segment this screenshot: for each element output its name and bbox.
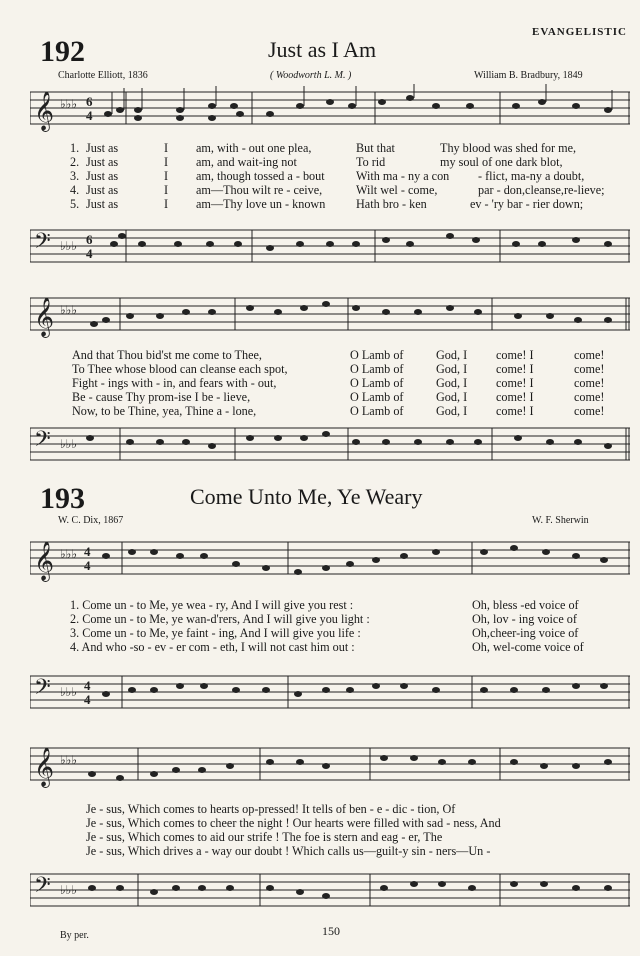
refrain-text: O Lamb of xyxy=(350,348,404,362)
verse-number: 2. xyxy=(70,155,80,169)
lyric-text: And that Thou bid'st me come to Thee, xyxy=(72,348,262,362)
svg-text:6: 6 xyxy=(86,94,93,109)
refrain-text: come! I xyxy=(496,362,534,376)
svg-text:♭♭♭: ♭♭♭ xyxy=(60,303,77,317)
lyric-text: Je - sus, Which comes to hearts op-pressed! It tells of ben - e - dic - tion, Of xyxy=(86,802,456,816)
hymn-author: W. C. Dix, 1867 xyxy=(58,515,124,526)
lyric-text: my soul of one dark blot, xyxy=(440,155,563,169)
hymn-composer: W. F. Sherwin xyxy=(532,515,589,526)
verse-number: 5. xyxy=(70,197,80,211)
refrain-text: come! xyxy=(574,362,605,376)
lyric-text: Now, to be Thine, yea, Thine a - lone, xyxy=(72,404,257,418)
hymn-number: 192 xyxy=(40,35,85,68)
lyric-text: Thy blood was shed for me, xyxy=(440,141,577,155)
lyric-text: - flict, ma-ny a doubt, xyxy=(478,169,585,183)
lyric-text: ev - 'ry bar - rier down; xyxy=(470,197,584,211)
svg-text:♭♭♭: ♭♭♭ xyxy=(60,753,77,767)
lyric-text: Just as xyxy=(86,197,119,211)
svg-text:𝄞: 𝄞 xyxy=(34,93,55,130)
lyric-text: But that xyxy=(356,141,395,155)
lyric-text: Oh, bless -ed voice of xyxy=(472,598,579,612)
lyric-text: I xyxy=(164,183,169,197)
lyric-text: Wilt wel - come, xyxy=(356,183,438,197)
refrain-text: O Lamb of xyxy=(350,404,404,418)
hymn-title: Just as I Am xyxy=(268,37,377,62)
svg-text:6: 6 xyxy=(86,232,93,247)
verse-number: 3. xyxy=(70,169,80,183)
refrain-text: come! I xyxy=(496,404,534,418)
hymn-author: Charlotte Elliott, 1836 xyxy=(58,70,148,81)
hymn-composer: William B. Bradbury, 1849 xyxy=(474,70,583,81)
svg-text:𝄢: 𝄢 xyxy=(34,675,51,704)
lyric-text: Just as xyxy=(86,183,119,197)
svg-text:4: 4 xyxy=(84,544,91,559)
lyric-text: Je - sus, Which comes to cheer the night ! Our hearts were filled with sad - ness, And xyxy=(86,816,501,830)
lyric-text: Just as xyxy=(86,155,119,169)
refrain-text: God, I xyxy=(436,376,468,390)
lyric-text: Just as xyxy=(86,169,119,183)
refrain-text: God, I xyxy=(436,390,468,404)
svg-text:𝄢: 𝄢 xyxy=(34,873,51,902)
refrain-text: come! I xyxy=(496,348,534,362)
lyric-text: 2. Come un - to Me, ye wan-d'rers, And I will give you light : xyxy=(70,612,370,626)
svg-text:♭♭♭: ♭♭♭ xyxy=(60,685,77,699)
refrain-text: O Lamb of xyxy=(350,376,404,390)
lyric-text: Je - sus, Which drives a - way our doubt ! Which calls us—guilt-y sin - ners—Un - xyxy=(86,844,491,858)
music-staff-bass xyxy=(30,222,630,278)
hymn-tune: ( Woodworth L. M. ) xyxy=(270,70,352,81)
page-number: 150 xyxy=(322,924,340,938)
lyric-text: am, and wait-ing not xyxy=(196,155,297,169)
refrain-text: come! xyxy=(574,390,605,404)
refrain-text: God, I xyxy=(436,348,468,362)
svg-text:♭♭♭: ♭♭♭ xyxy=(60,97,77,111)
refrain-text: God, I xyxy=(436,362,468,376)
music-staff-bass xyxy=(30,866,630,922)
music-staff-treble xyxy=(30,84,630,140)
refrain-text: come! xyxy=(574,348,605,362)
lyric-text: am—Thou wilt re - ceive, xyxy=(196,183,323,197)
music-staff-treble xyxy=(30,290,630,346)
svg-text:♭♭♭: ♭♭♭ xyxy=(60,239,77,253)
lyric-text: Je - sus, Which comes to aid our strife ! The foe is stern and eag - er, The xyxy=(86,830,443,844)
verse-number: 1. xyxy=(70,141,80,155)
lyric-text: I xyxy=(164,197,169,211)
lyric-text: To rid xyxy=(356,155,386,169)
svg-text:𝄞: 𝄞 xyxy=(34,749,55,786)
music-staff-bass xyxy=(30,420,630,476)
lyric-text: am, though tossed a - bout xyxy=(196,169,325,183)
refrain-text: come! I xyxy=(496,390,534,404)
refrain-text: come! xyxy=(574,376,605,390)
svg-text:4: 4 xyxy=(84,558,91,573)
lyric-text: 1. Come un - to Me, ye wea - ry, And I will give you rest : xyxy=(70,598,354,612)
lyric-text: Just as xyxy=(86,141,119,155)
svg-text:♭♭♭: ♭♭♭ xyxy=(60,883,77,897)
lyric-text: To Thee whose blood can cleanse each spot, xyxy=(72,362,288,376)
lyric-text: I xyxy=(164,169,169,183)
svg-text:𝄢: 𝄢 xyxy=(34,427,51,456)
hymn-number: 193 xyxy=(40,482,85,515)
lyric-text: I xyxy=(164,155,169,169)
svg-text:♭♭♭: ♭♭♭ xyxy=(60,437,77,451)
section-heading: EVANGELISTIC xyxy=(532,26,627,38)
svg-text:𝄞: 𝄞 xyxy=(34,299,55,336)
refrain-text: O Lamb of xyxy=(350,390,404,404)
svg-text:𝄢: 𝄢 xyxy=(34,229,51,258)
svg-text:4: 4 xyxy=(86,108,93,123)
music-staff-bass xyxy=(30,668,630,724)
lyric-text: Oh, lov - ing voice of xyxy=(472,612,577,626)
lyric-text: I xyxy=(164,141,169,155)
refrain-text: O Lamb of xyxy=(350,362,404,376)
lyric-text: par - don,cleanse,re-lieve; xyxy=(478,183,605,197)
svg-text:𝄞: 𝄞 xyxy=(34,543,55,580)
lyric-text: 3. Come un - to Me, ye faint - ing, And I will give you life : xyxy=(70,626,361,640)
music-staff-treble xyxy=(30,740,630,796)
svg-text:4: 4 xyxy=(84,678,91,693)
svg-text:4: 4 xyxy=(84,692,91,707)
lyric-text: Hath bro - ken xyxy=(356,197,427,211)
svg-text:4: 4 xyxy=(86,246,93,261)
music-staff-treble xyxy=(30,530,630,594)
footer-note: By per. xyxy=(60,930,89,941)
refrain-text: come! I xyxy=(496,376,534,390)
refrain-text: come! xyxy=(574,404,605,418)
lyric-text: Be - cause Thy prom-ise I be - lieve, xyxy=(72,390,251,404)
hymn-title: Come Unto Me, Ye Weary xyxy=(190,484,423,509)
verse-number: 4. xyxy=(70,183,80,197)
lyric-text: Oh, wel-come voice of xyxy=(472,640,584,654)
lyric-text: Oh,cheer-ing voice of xyxy=(472,626,579,640)
lyric-text: am—Thy love un - known xyxy=(196,197,326,211)
refrain-text: God, I xyxy=(436,404,468,418)
lyric-text: Fight - ings with - in, and fears with - out, xyxy=(72,376,277,390)
svg-text:♭♭♭: ♭♭♭ xyxy=(60,547,77,561)
lyric-text: am, with - out one plea, xyxy=(196,141,312,155)
lyric-text: With ma - ny a con xyxy=(356,169,450,183)
lyric-text: 4. And who -so - ev - er com - eth, I will not cast him out : xyxy=(70,640,355,654)
